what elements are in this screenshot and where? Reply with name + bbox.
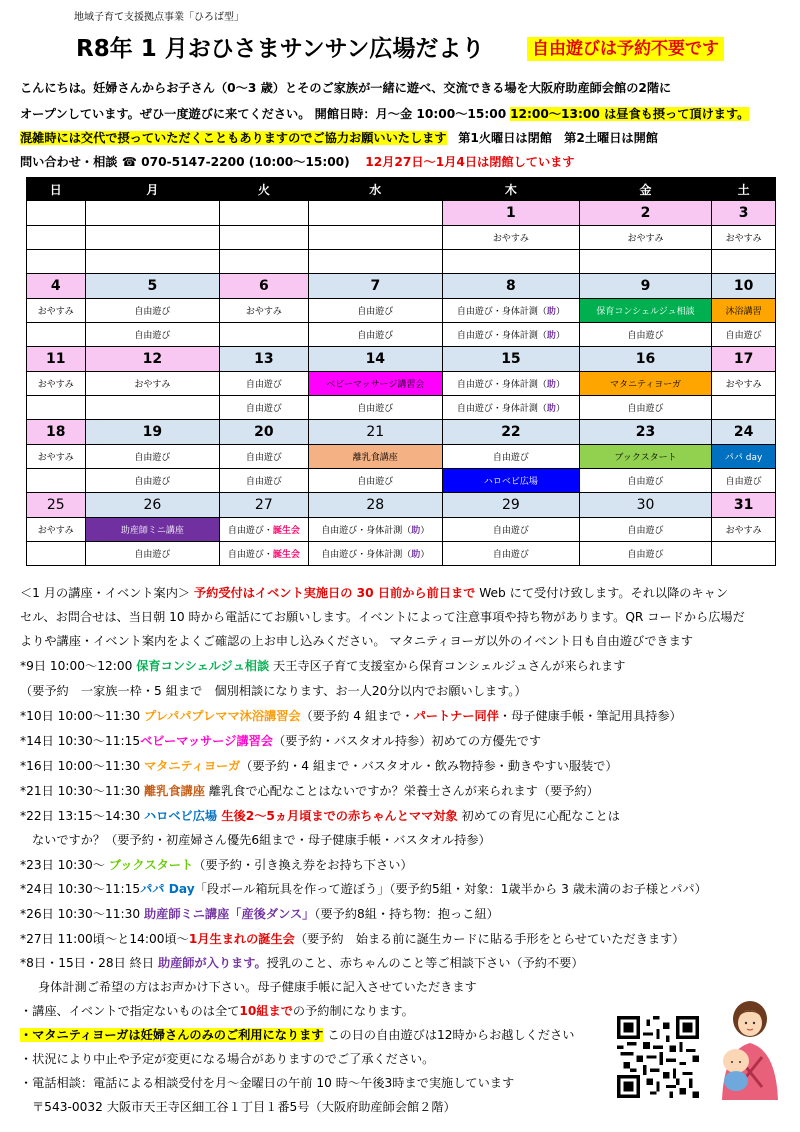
week-4-slot-1 bbox=[27, 445, 776, 469]
date-cell bbox=[85, 201, 220, 226]
event-cell: 自由遊び bbox=[579, 542, 712, 566]
week-4-dates bbox=[27, 420, 776, 445]
date-cell bbox=[220, 201, 308, 226]
event-cell: 自由遊び bbox=[85, 299, 220, 323]
event-cell: 自由遊び bbox=[579, 469, 712, 493]
event-cell: 自由遊び・身体計測（助） bbox=[443, 396, 580, 420]
week-5-slot-1 bbox=[27, 518, 776, 542]
program-label: 地域子育て支援拠点事業「ひろば型」 bbox=[74, 12, 244, 23]
title-badge: 自由遊びは予約不要です bbox=[527, 37, 724, 61]
event-cell: 自由遊び bbox=[85, 542, 220, 566]
week-3-slot-1 bbox=[27, 372, 776, 396]
event-cell: おやすみ bbox=[220, 299, 308, 323]
event-cell: ブックスタート bbox=[579, 445, 712, 469]
event-midwife-note: 身体計測ご希望の方はお声かけ下さい。母子健康手帳に記入させていただきます bbox=[38, 980, 477, 994]
week-2-dates bbox=[27, 274, 776, 299]
event-cell bbox=[308, 250, 443, 274]
note-yoga: ・マタニティヨーガは妊婦さんのみのご利用になります この日の自由遊びは12時からお越しください bbox=[20, 1028, 575, 1042]
event-9-note: （要予約 一家族一枠・5 組まで 個別相談になります、お一人20分以内でお願いします。） bbox=[20, 684, 527, 698]
event-cell: 自由遊び bbox=[308, 396, 443, 420]
calendar bbox=[26, 177, 776, 566]
event-cell: 助産師ミニ講座 bbox=[85, 518, 220, 542]
note-reservation: ・講座、イベントで指定ないものは全て10組までの予約制になります。 bbox=[20, 1004, 414, 1018]
event-cell bbox=[85, 226, 220, 250]
event-cell: ハロベビ広場 bbox=[443, 469, 580, 493]
date-cell: 3 bbox=[712, 201, 776, 226]
event-cell: 自由遊び bbox=[443, 445, 580, 469]
event-cell: 自由遊び bbox=[308, 323, 443, 347]
event-cell bbox=[27, 250, 86, 274]
event-cell bbox=[85, 250, 220, 274]
date-cell: 22 bbox=[443, 420, 580, 445]
date-cell: 5 bbox=[85, 274, 220, 299]
event-27: *27日 11:00頃～と14:00頃～1月生まれの誕生会（要予約 始まる前に誕生カードに貼る手形をとらせていただきます） bbox=[20, 932, 685, 946]
event-cell bbox=[220, 226, 308, 250]
day-header: 水 bbox=[308, 178, 443, 201]
event-cell: 自由遊び bbox=[220, 396, 308, 420]
event-cell: 自由遊び bbox=[579, 323, 712, 347]
intro-line-3: 混雑時には交代で摂っていただくこともありますのでご協力お願いいたします 第1火曜日は閉館 第2土曜日は開館 bbox=[20, 131, 658, 145]
week-2-slot-1 bbox=[27, 299, 776, 323]
event-cell: 自由遊び・身体計測（助） bbox=[308, 542, 443, 566]
event-cell bbox=[220, 323, 308, 347]
date-cell: 29 bbox=[443, 493, 580, 518]
date-cell: 19 bbox=[85, 420, 220, 445]
event-cell: 自由遊び bbox=[443, 518, 580, 542]
event-cell: 自由遊び・誕生会 bbox=[220, 542, 308, 566]
event-cell bbox=[27, 323, 86, 347]
date-cell: 26 bbox=[85, 493, 220, 518]
week-1-dates bbox=[27, 201, 776, 226]
events-paragraph-3: よりや講座・イベント案内をよくご確認の上お申し込みください。 マタニティヨーガ以外のイベント日も自由遊びできます bbox=[20, 634, 693, 648]
event-cell bbox=[27, 396, 86, 420]
date-cell: 15 bbox=[443, 347, 580, 372]
week-1-slot-2 bbox=[27, 250, 776, 274]
event-cell: マタニティヨーガ bbox=[579, 372, 712, 396]
event-cell: おやすみ bbox=[85, 372, 220, 396]
address: 〒543-0032 大阪市天王寺区細工谷１丁目１番5号（大阪府助産師会館２階） bbox=[32, 1100, 456, 1114]
event-cell: 自由遊び・身体計測（助） bbox=[443, 372, 580, 396]
event-23: *23日 10:30～ ブックスタート（要予約・引き換え券をお持ち下さい） bbox=[20, 858, 413, 872]
week-4-slot-2 bbox=[27, 469, 776, 493]
events-paragraph-2: セル、お問合せは、当日朝 10 時から電話にてお願いします。イベントによって注意事項や持ち物があります。QR コードから広場だ bbox=[20, 610, 745, 624]
note-phone: ・電話相談：電話による相談受付を月～金曜日の午前 10 時～午後3時まで実施しています bbox=[20, 1076, 515, 1090]
date-cell bbox=[308, 201, 443, 226]
event-cell bbox=[712, 396, 776, 420]
date-cell: 27 bbox=[220, 493, 308, 518]
date-cell: 10 bbox=[712, 274, 776, 299]
event-cell: 自由遊び・身体計測（助） bbox=[443, 299, 580, 323]
date-cell: 23 bbox=[579, 420, 712, 445]
event-cell: おやすみ bbox=[712, 372, 776, 396]
event-cell: 自由遊び bbox=[579, 396, 712, 420]
event-cell: 自由遊び bbox=[85, 323, 220, 347]
event-cell: ベビーマッサージ講習会 bbox=[308, 372, 443, 396]
event-cell: おやすみ bbox=[27, 372, 86, 396]
event-14: *14日 10:30～11:15ベビーマッサージ講習会（要予約・バスタオル持参）初めての方優先です bbox=[20, 734, 542, 748]
day-header: 土 bbox=[712, 178, 776, 201]
date-cell: 21 bbox=[308, 420, 443, 445]
event-22: *22日 13:15～14:30 ハロベビ広場 生後2～5ヵ月頃までの赤ちゃんとママ対象 初めての育児に心配なことは bbox=[20, 809, 620, 823]
page-title: R8年 1 月おひさまサンサン広場だより bbox=[76, 36, 485, 62]
event-cell: 自由遊び bbox=[220, 445, 308, 469]
event-16: *16日 10:00～11:30 マタニティヨーガ（要予約・4 組まで・バスタオル・飲み物持参・動きやすい服装で） bbox=[20, 759, 618, 773]
date-cell: 30 bbox=[579, 493, 712, 518]
date-cell: 16 bbox=[579, 347, 712, 372]
event-cell: おやすみ bbox=[579, 226, 712, 250]
day-header: 木 bbox=[443, 178, 580, 201]
event-cell bbox=[579, 250, 712, 274]
event-cell: 自由遊び・誕生会 bbox=[220, 518, 308, 542]
event-cell bbox=[27, 226, 86, 250]
event-midwife: *8日・15日・28日 終日 助産師が入ります。授乳のこと、赤ちゃんのこと等ご相談下さい（予約不要） bbox=[20, 956, 584, 970]
event-cell: 自由遊び・身体計測（助） bbox=[308, 518, 443, 542]
event-cell: 自由遊び bbox=[308, 469, 443, 493]
event-cell: 自由遊び bbox=[220, 372, 308, 396]
date-cell: 24 bbox=[712, 420, 776, 445]
week-5-slot-2 bbox=[27, 542, 776, 566]
event-cell: 自由遊び bbox=[579, 518, 712, 542]
event-cell bbox=[220, 250, 308, 274]
date-cell: 4 bbox=[27, 274, 86, 299]
event-cell: おやすみ bbox=[712, 518, 776, 542]
date-cell: 31 bbox=[712, 493, 776, 518]
calendar-header-row bbox=[27, 178, 776, 201]
mother-baby-illustration-icon bbox=[710, 995, 790, 1100]
date-cell bbox=[27, 201, 86, 226]
date-cell: 6 bbox=[220, 274, 308, 299]
event-cell: 自由遊び bbox=[85, 445, 220, 469]
date-cell: 12 bbox=[85, 347, 220, 372]
week-3-dates bbox=[27, 347, 776, 372]
date-cell: 20 bbox=[220, 420, 308, 445]
event-cell: 自由遊び bbox=[308, 299, 443, 323]
date-cell: 1 bbox=[443, 201, 580, 226]
event-cell: おやすみ bbox=[27, 299, 86, 323]
event-cell: パパ day bbox=[712, 445, 776, 469]
event-cell: おやすみ bbox=[443, 226, 580, 250]
event-26: *26日 10:30～11:30 助産師ミニ講座「産後ダンス」（要予約8組・持ち物：抱っこ紐） bbox=[20, 907, 499, 921]
date-cell: 17 bbox=[712, 347, 776, 372]
event-24: *24日 10:30～11:15パパ Day「段ボール箱玩具を作って遊ぼう」（要予約5組・対象：1歳半から 3 歳未満のお子様とパパ） bbox=[20, 882, 707, 896]
date-cell: 13 bbox=[220, 347, 308, 372]
event-cell: 自由遊び bbox=[85, 469, 220, 493]
qr-code-icon[interactable] bbox=[617, 1016, 699, 1098]
event-cell bbox=[712, 250, 776, 274]
week-3-slot-2 bbox=[27, 396, 776, 420]
intro-line-1: こんにちは。妊婦さんからお子さん（0～3 歳）とそのご家族が一緒に遊べ、交流できる場を大阪府助産師会館の2階に bbox=[20, 81, 672, 95]
date-cell: 14 bbox=[308, 347, 443, 372]
date-cell: 11 bbox=[27, 347, 86, 372]
note-changes: ・状況により中止や予定が変更になる場合がありますのでご了承ください。 bbox=[20, 1052, 435, 1066]
date-cell: 25 bbox=[27, 493, 86, 518]
event-10: *10日 10:00～11:30 プレパパプレママ沐浴講習会（要予約 4 組まで・パートナー同伴・母子健康手帳・筆記用具持参） bbox=[20, 709, 682, 723]
week-2-slot-2 bbox=[27, 323, 776, 347]
event-cell bbox=[443, 250, 580, 274]
event-cell bbox=[27, 469, 86, 493]
date-cell: 8 bbox=[443, 274, 580, 299]
week-1-slot-1 bbox=[27, 226, 776, 250]
event-cell: 自由遊び bbox=[443, 542, 580, 566]
event-cell bbox=[712, 542, 776, 566]
intro-line-2: オープンしています。ぜひ一度遊びに来てください。 開館日時：月～金 10:00～15:00 12:00～13:00 は昼食も摂って頂けます。 bbox=[20, 107, 750, 121]
event-cell: おやすみ bbox=[27, 518, 86, 542]
week-5-dates bbox=[27, 493, 776, 518]
date-cell: 28 bbox=[308, 493, 443, 518]
day-header: 日 bbox=[27, 178, 86, 201]
events-heading: ＜1 月の講座・イベント案内＞ 予約受付はイベント実施日の 30 日前から前日まで Web にて受付け致します。それ以降のキャン bbox=[20, 586, 729, 600]
day-header: 月 bbox=[85, 178, 220, 201]
event-cell bbox=[308, 226, 443, 250]
event-cell: 自由遊び・身体計測（助） bbox=[443, 323, 580, 347]
event-22-note: ないですか？（要予約・初産婦さん優先6組まで・母子健康手帳・バスタオル持参） bbox=[32, 833, 491, 847]
event-cell bbox=[27, 542, 86, 566]
event-cell: 沐浴講習 bbox=[712, 299, 776, 323]
event-cell: おやすみ bbox=[712, 226, 776, 250]
event-cell: 保育コンシェルジュ相談 bbox=[579, 299, 712, 323]
event-cell bbox=[85, 396, 220, 420]
event-cell: 自由遊び bbox=[712, 469, 776, 493]
intro-line-4: 問い合わせ・相談 ☎ 070-5147-2200 (10:00～15:00) 12月27日～1月4日は閉館しています bbox=[20, 155, 575, 169]
day-header: 金 bbox=[579, 178, 712, 201]
event-cell: 離乳食講座 bbox=[308, 445, 443, 469]
event-9: *9日 10:00～12:00 保育コンシェルジュ相談 天王寺区子育て支援室から保育コンシェルジュさんが来られます bbox=[20, 659, 626, 673]
event-cell: 自由遊び bbox=[220, 469, 308, 493]
event-cell: おやすみ bbox=[27, 445, 86, 469]
date-cell: 18 bbox=[27, 420, 86, 445]
date-cell: 9 bbox=[579, 274, 712, 299]
event-21: *21日 10:30～11:30 離乳食講座 離乳食で心配なことはないですか？栄養士さんが来られます（要予約） bbox=[20, 784, 599, 798]
date-cell: 2 bbox=[579, 201, 712, 226]
date-cell: 7 bbox=[308, 274, 443, 299]
day-header: 火 bbox=[220, 178, 308, 201]
event-cell: 自由遊び bbox=[712, 323, 776, 347]
